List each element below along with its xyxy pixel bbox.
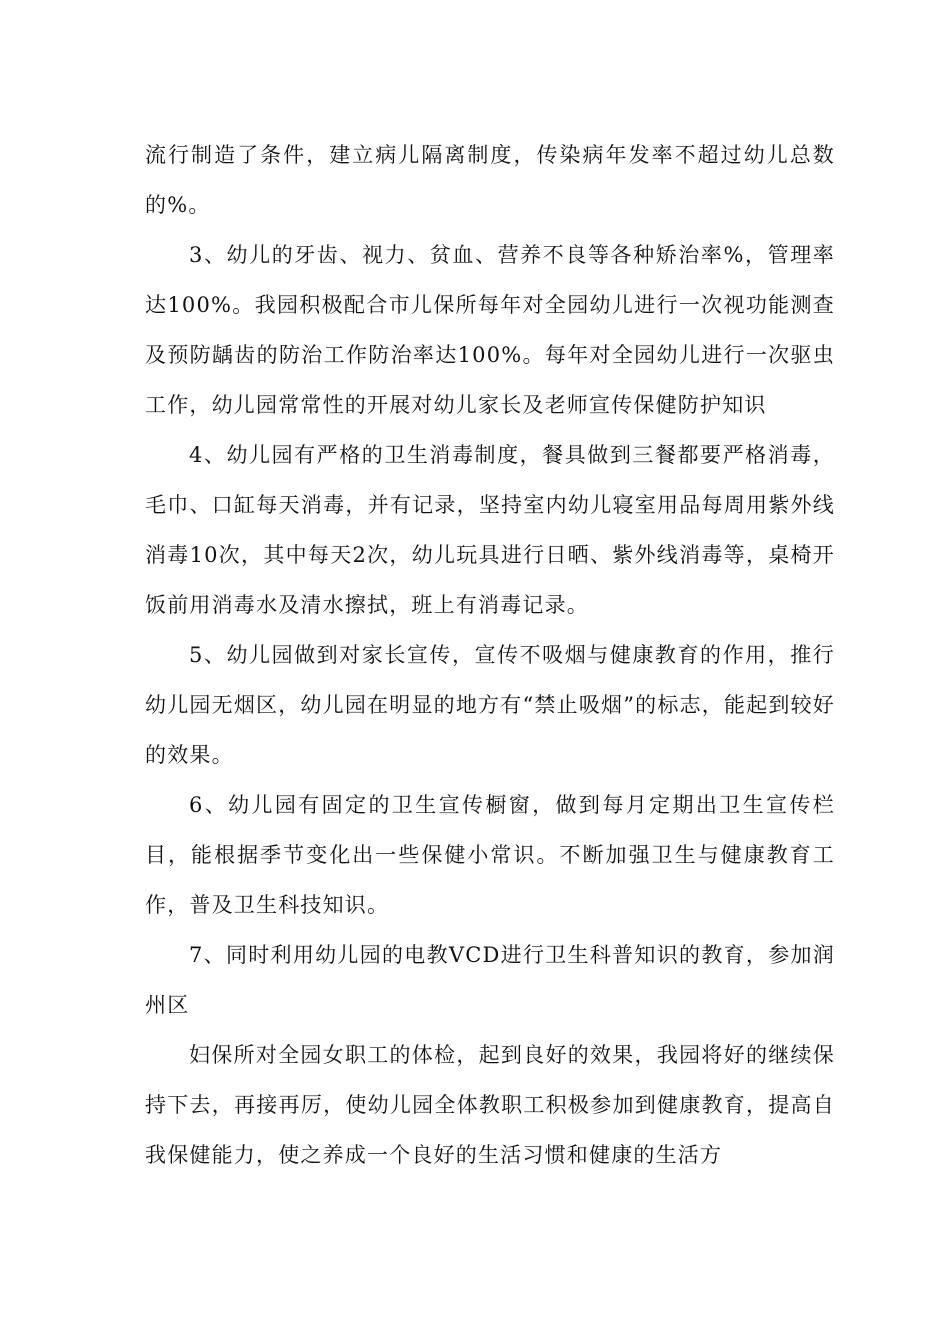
paragraph-item-3: 3、幼儿的牙齿、视力、贫血、营养不良等各种矫治率%，管理率达100%。我园积极配合市儿保所每年对全园幼儿进行一次视功能测查及预防龋齿的防治工作防治率达100%。每年对全园幼儿进行一次驱虫工作，幼儿园常常性的开展对幼儿家长及老师宣传保健防护知识 [145,243,835,417]
document-body [145,130,835,1180]
paragraph-item-7: 7、同时利用幼儿园的电教VCD进行卫生科普知识的教育，参加润州区 [145,943,835,1017]
paragraph-item-5: 5、幼儿园做到对家长宣传，宣传不吸烟与健康教育的作用，推行幼儿园无烟区，幼儿园在明显的地方有“禁止吸烟”的标志，能起到较好的效果。 [145,643,835,767]
paragraph-continuation: 流行制造了条件，建立病儿隔离制度，传染病年发率不超过幼儿总数的%。 [145,143,835,217]
paragraph-closing: 妇保所对全园女职工的体检，起到良好的效果，我园将好的继续保持下去，再接再厉，使幼儿园全体教职工积极参加到健康教育，提高自我保健能力，使之养成一个良好的生活习惯和健康的生活方 [145,1043,835,1167]
paragraph-item-4: 4、幼儿园有严格的卫生消毒制度，餐具做到三餐都要严格消毒，毛巾、口缸每天消毒，并有记录，坚持室内幼儿寝室用品每周用紫外线消毒10次，其中每天2次，幼儿玩具进行日晒、紫外线消毒等，桌椅开饭前用消毒水及清水擦拭，班上有消毒记录。 [145,443,835,617]
paragraph-item-6: 6、幼儿园有固定的卫生宣传橱窗，做到每月定期出卫生宣传栏目，能根据季节变化出一些保健小常识。不断加强卫生与健康教育工作，普及卫生科技知识。 [145,793,835,917]
